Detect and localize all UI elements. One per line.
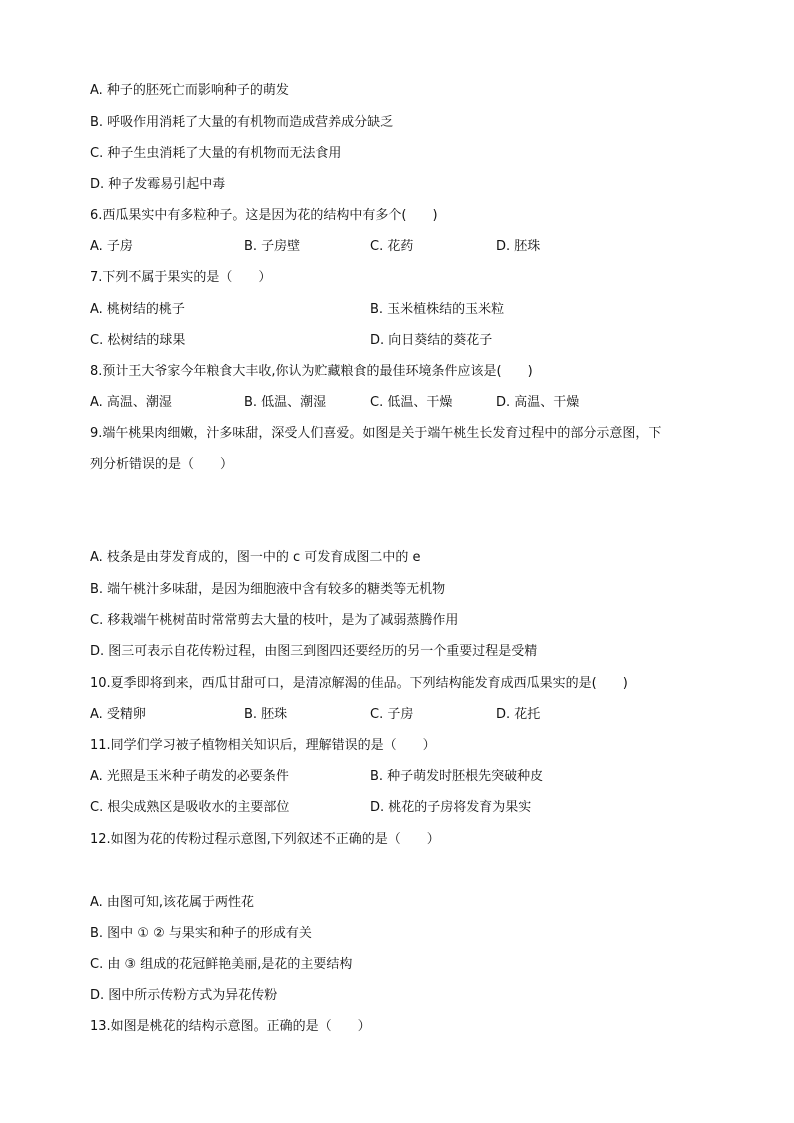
q12-option-c: C. 由 ③ 组成的花冠鲜艳美丽,是花的主要结构 [90,957,353,972]
q10-option-b: B. 胚珠 [244,707,288,722]
q7-option-a: A. 桃树结的桃子 [90,302,185,317]
q6-option-d: D. 胚珠 [496,239,541,254]
q9-stem-line2: 列分析错误的是（ ） [90,457,234,472]
q7-stem: 7.下列不属于果实的是（ ） [90,270,272,285]
q8-option-d: D. 高温、干燥 [496,395,580,410]
q12-stem: 12.如图为花的传粉过程示意图,下列叙述不正确的是（ ） [90,832,440,847]
q5-option-d: D. 种子发霉易引起中毒 [90,177,226,192]
q8-option-a: A. 高温、潮湿 [90,395,172,410]
q6-stem: 6.西瓜果实中有多粒种子。这是因为花的结构中有多个( ) [90,208,438,223]
q9-option-a: A. 枝条是由芽发育成的，图一中的 c 可发育成图二中的 e [90,550,421,565]
q11-option-b: B. 种子萌发时胚根先突破种皮 [370,769,544,784]
q10-option-c: C. 子房 [370,707,414,722]
q9-stem-line1: 9.端午桃果肉细嫩，汁多味甜，深受人们喜爱。如图是关于端午桃生长发育过程中的部分示意图，下 [90,426,662,441]
q8-option-b: B. 低温、潮湿 [244,395,327,410]
q11-stem: 11.同学们学习被子植物相关知识后，理解错误的是（ ） [90,738,436,753]
q8-stem: 8.预计王大爷家今年粮食大丰收,你认为贮藏粮食的最佳环境条件应该是( ) [90,364,533,379]
q6-option-c: C. 花药 [370,239,414,254]
q9-option-b: B. 端午桃汁多味甜，是因为细胞液中含有较多的糖类等无机物 [90,582,446,597]
q13-stem: 13.如图是桃花的结构示意图。正确的是（ ） [90,1019,371,1034]
q9-option-d: D. 图三可表示自花传粉过程，由图三到图四还要经历的另一个重要过程是受精 [90,644,538,659]
q7-option-c: C. 松树结的球果 [90,333,186,348]
q7-option-b: B. 玉米植株结的玉米粒 [370,302,505,317]
q12-figure-area [90,855,700,885]
q7-option-d: D. 向日葵结的葵花子 [370,333,493,348]
q12-option-b: B. 图中 ① ② 与果实和种子的形成有关 [90,926,312,941]
q11-option-c: C. 根尖成熟区是吸收水的主要部位 [90,800,290,815]
q12-option-a: A. 由图可知,该花属于两性花 [90,895,255,910]
q6-option-b: B. 子房壁 [244,239,301,254]
q10-option-d: D. 花托 [496,707,541,722]
q11-option-d: D. 桃花的子房将发育为果实 [370,800,532,815]
q5-option-b: B. 呼吸作用消耗了大量的有机物而造成营养成分缺乏 [90,115,394,130]
q11-option-a: A. 光照是玉米种子萌发的必要条件 [90,769,289,784]
q5-option-c: C. 种子生虫消耗了大量的有机物而无法食用 [90,146,342,161]
q9-option-c: C. 移栽端午桃树苗时常常剪去大量的枝叶，是为了减弱蒸腾作用 [90,613,459,628]
q10-stem: 10.夏季即将到来，西瓜甘甜可口，是清凉解渴的佳品。下列结构能发育成西瓜果实的是( ) [90,676,628,691]
q6-option-a: A. 子房 [90,239,133,254]
q12-option-d: D. 图中所示传粉方式为异花传粉 [90,988,278,1003]
q9-figure-area [90,480,700,540]
q10-option-a: A. 受精卵 [90,707,146,722]
q8-option-c: C. 低温、干燥 [370,395,453,410]
q5-option-a: A. 种子的胚死亡而影响种子的萌发 [90,83,289,98]
